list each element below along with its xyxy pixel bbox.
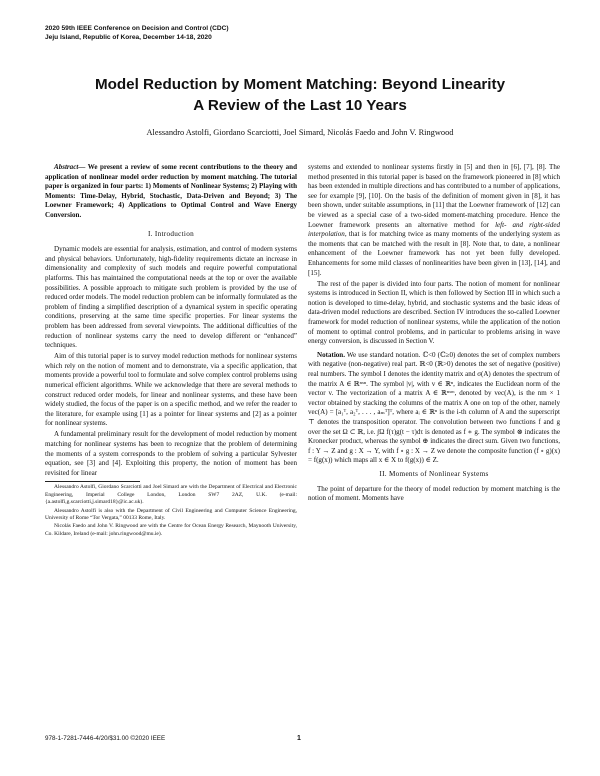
moments-paragraph-1: The point of departure for the theory of model reduction by moment matching is the notion of moment. Moments have (308, 484, 560, 503)
paper-title (40, 74, 560, 116)
right-column (308, 163, 560, 505)
intro-paragraph-1: Dynamic models are essential for analysis, estimation, and control of modern systems and physical behaviors. Unfortunately, high-fidelity requirements dictate an increase in dimensionality and complexity of such models and require powerful computational platforms. This has maintained the computational needs at the top or over the available possibilities. A possible approach to mitigate such problem is provided by the use of reduced order models. The model reduction problem can be informally formulated as the problem of finding a simplified description of a dynamical system in specific operating conditions, preserving at the same time specific properties. For linear systems the problem has been addressed from several viewpoints. The additional difficulties of the reduction of nonlinear systems carry the need to develop different or “enhanced” techniques. (45, 245, 297, 350)
intro-paragraph-3-continued: systems and extended to nonlinear systems firstly in [5] and then in [6], [7], [8]. The method presented in this tutorial paper is based on the framework pioneered in [8] which has been extended in multiple directions and has contributed to a number of applications, see for example [9], [10]. On the basis of the definition of moment given in [8], it has been shown, under suitable assumptions, in [11] that the Loewner framework of [12] can be viewed as a special case of a two-sided moment-matching procedure. Hence the Loewner framework presents an alternative method for left- and right-sided interpolation, that is for matching twice as many moments of the underlying system as the moments that can be matched with the result in [8]. Note that, to date, a nonlinear enhancement of the Loewner framework has not yet been fully developed. Enhancements for some mild classes of nonlinearities have been given in [13], [14], and [15]. (308, 163, 561, 277)
conference-name: 2020 59th IEEE Conference on Decision and Control (CDC) (45, 25, 229, 32)
author-list: Alessandro Astolfi, Giordano Scarciotti, Joel Simard, Nicolás Faedo and John V. Ringwood (146, 128, 454, 137)
title-line-2: A Review of the Last 10 Years (193, 97, 407, 114)
abstract-label: Abstract (54, 163, 79, 171)
emphasis-text: left- and right-sided interpolation (308, 220, 561, 239)
title-line-1: Model Reduction by Moment Matching: Beyond Linearity (94, 76, 506, 93)
footnote-affiliation-2: Alessandro Astolfi is also with the Department of Civil Engineering and Computer Science Engineering, University of Rome “Tor Vergata,” 00133 Rome, Italy. (45, 507, 297, 521)
notation-text: We use standard notation. ℂ<0 (ℂ≥0) denotes the set of complex numbers with negative (non-negative) real part. ℝ<0 (ℝ>0) denotes the set of negative (positive) real numbers. The symbol I denotes the identity matrix and σ(A) denotes the spectrum of the matrix A ∈ ℝⁿˣⁿ. The symbol |v|, with v ∈ ℝⁿ, indicates the Euclidean norm of the vector v. The vectorization of a matrix A ∈ ℝⁿˣᵐ, denoted by vec(A), is the nm × 1 vector obtained by stacking the columns of the matrix A one on top of the other, namely vec(A) = [a₁ᵀ, a₂ᵀ, . . . , aₘᵀ]ᵀ, where aᵢ ∈ ℝⁿ is the i-th column of A and the superscript ⊤ denotes the transposition operator. The convolution between two functions f and g over the set Ω ⊂ ℝ, i.e. ∫Ω f(τ)g(t − τ)dτ is denoted as f ∗ g. The symbol ⊗ indicates the Kronecker product, whereas the symbol ⊕ indicates the direct sum. Given two functions, f : Y → Z and g : X → Y, with f ∘ g : X → Z we denote the composite function (f ∘ g)(x) = f(g(x)) which maps all x ∈ X to f(g(x)) ∈ Z. (308, 350, 560, 465)
left-column (45, 163, 297, 539)
notation-paragraph (308, 351, 560, 466)
footnote-divider (45, 481, 140, 482)
intro-paragraph-2: Aim of this tutorial paper is to survey model reduction methods for nonlinear systems which rely on the notion of moment and to demonstrate, via a specific application, that moments provide a powerful tool to formulate and solve complex control problems using numerical efficient algorithms. While we acknowledge that there are several methods to construct reduced order models, for linear and nonlinear systems, and these have been widely studied, the focus of the paper is on a specific method, and we refer the reader to the literature, for example using [1] as a pointer for linear systems and [2] as a pointer for nonlinear systems. (45, 352, 297, 428)
notation-label: Notation. (317, 350, 345, 359)
conference-location: Jeju Island, Republic of Korea, December 14-18, 2020 (45, 34, 212, 41)
footnote-affiliation-3: Nicolás Faedo and John V. Ringwood are with the Centre for Ocean Energy Research, Maynooth University, Co. Kildare, Ireland (e-mail: john.ringwood@mu.ie). (45, 523, 297, 537)
conference-header (45, 24, 229, 42)
footnote-affiliation-1: Alessandro Astolfi, Giordano Scarciotti and Joel Simard are with the Department of Electrical and Electronic Engineering, Imperial College London, London SW7 2AZ, U.K. (e-mail: {a.astolfi,g.scarciotti,j.simard18}@ic.ac.uk). (45, 484, 297, 505)
intro-paragraph-3: A fundamental preliminary result for the development of model reduction by moment matching for nonlinear systems has been to recognize that the problem of determining the moments of a system corresponds to the problem of solving a particular Sylvester equation, see [3] and [4]. Exploiting this property, the notion of moment has been revisited for linear (45, 430, 297, 477)
copyright-footer: 978-1-7281-7446-4/20/$31.00 ©2020 IEEE (45, 735, 166, 742)
intro-paragraph-4: The rest of the paper is divided into four parts. The notion of moment for nonlinear systems is introduced in Section II, which is then followed by Section III in which such a notion is developed to time-delay, hybrid, and stochastic systems and the basic ideas of data-driven model reductions are described. Section IV introduces the so-called Loewner framework for model reduction of nonlinear systems, while the application of the notion of moment to optimal control problems, and in particular to problems arising in wave energy conversion, is discussed in Section V. (308, 279, 560, 346)
abstract (45, 163, 297, 221)
page-number: 1 (297, 735, 301, 742)
section-heading-introduction: I. Introduction (147, 229, 195, 238)
section-heading-moments: II. Moments of Nonlinear Systems (379, 469, 489, 478)
abstract-text: — We present a review of some recent contributions to the theory and application of nonlinear model order reduction by moment matching. The tutorial paper is organized in four parts: 1) Moments of Nonlinear Systems; 2) Playing with Moments: Time-Delay, Hybrid, Stochastic, Data-Driven and Beyond; 3) The Loewner Framework; 4) Applications to Optimal Control and Wave Energy Conversion. (45, 163, 297, 219)
